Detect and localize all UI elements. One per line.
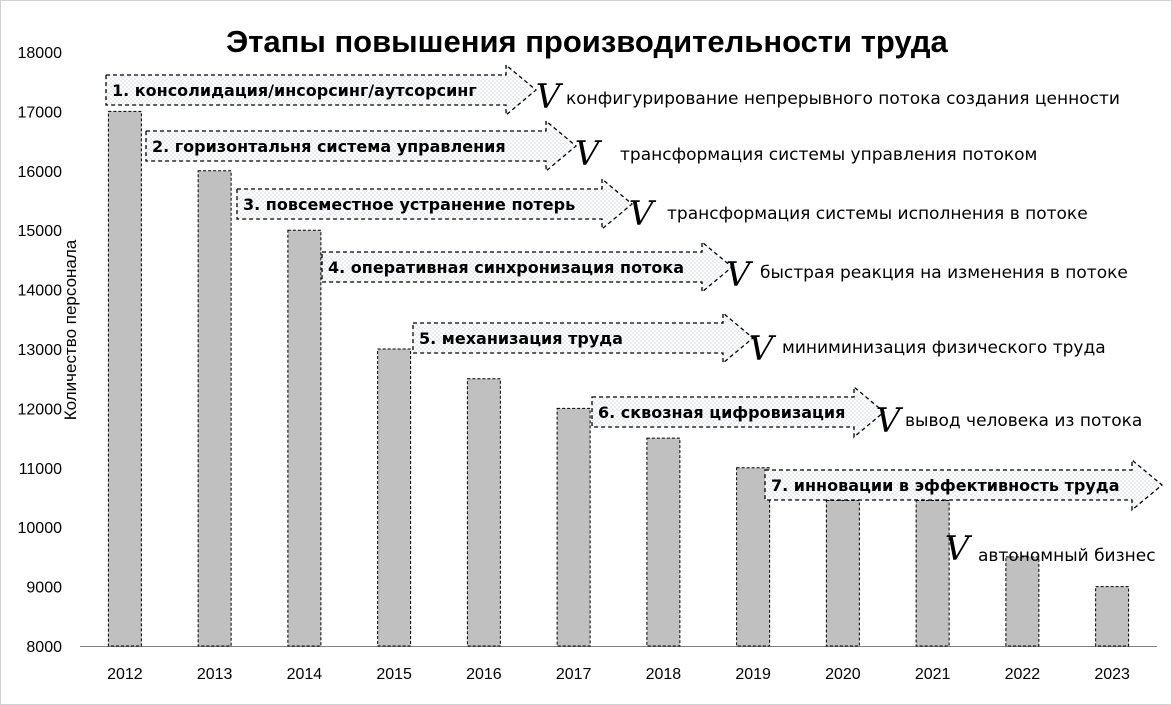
stage-label-1: 1. консолидация/инсорсинг/аутсорсинг xyxy=(112,81,477,100)
bar-2013 xyxy=(198,171,231,646)
stage-label-6: 6. сквозная цифровизация xyxy=(598,403,846,422)
stage-result-1: конфигурирование непрерывного потока создания ценности xyxy=(566,89,1120,109)
bar-2019 xyxy=(737,468,770,646)
x-tick-label: 2014 xyxy=(286,666,323,683)
chart-title: Этапы повышения производительности труда xyxy=(226,24,948,59)
check-mark-5: V xyxy=(748,329,774,369)
stage-label-2: 2. горизонтальня система управления xyxy=(152,137,506,156)
bar-2022 xyxy=(1006,557,1039,646)
x-tick-label: 2015 xyxy=(376,666,412,683)
stage-result-7: автономный бизнес xyxy=(978,546,1156,566)
x-tick-label: 2023 xyxy=(1094,666,1130,683)
check-mark-1: V xyxy=(535,77,561,117)
bar-2015 xyxy=(378,349,411,646)
y-tick-label: 17000 xyxy=(17,104,62,122)
y-tick-label: 15000 xyxy=(17,223,62,241)
x-tick-label: 2020 xyxy=(825,666,861,683)
check-mark-6: V xyxy=(875,401,901,441)
x-tick-label: 2022 xyxy=(1004,666,1041,683)
stage-label-7: 7. инновации в эффективность труда xyxy=(771,476,1120,495)
bar-2016 xyxy=(467,379,500,646)
x-tick-label: 2018 xyxy=(645,666,682,683)
x-tick-label: 2016 xyxy=(466,666,502,683)
stage-result-2: трансформация системы управления потоком xyxy=(620,145,1038,165)
stage-result-3: трансформация системы исполнения в потоке xyxy=(667,204,1088,224)
stage-label-3: 3. повсеместное устранение потерь xyxy=(243,195,576,214)
bar-2017 xyxy=(557,408,590,646)
stage-label-4: 4. оперативная синхронизация потока xyxy=(328,258,684,277)
check-mark-3: V xyxy=(628,194,654,234)
y-tick-label: 10000 xyxy=(17,520,62,538)
check-mark-4: V xyxy=(725,255,751,295)
bar-2020 xyxy=(826,500,859,646)
stage-result-4: быстрая реакция на изменения в потоке xyxy=(760,263,1128,283)
stage-label-5: 5. механизация труда xyxy=(419,329,623,348)
y-tick-label: 11000 xyxy=(18,460,62,478)
bar-2014 xyxy=(288,230,321,646)
x-tick-label: 2021 xyxy=(914,666,951,683)
x-tick-label: 2019 xyxy=(735,666,771,683)
check-mark-2: V xyxy=(574,134,600,174)
bar-2023 xyxy=(1096,587,1129,646)
x-tick-label: 2017 xyxy=(555,666,592,683)
bar-2021 xyxy=(916,500,949,646)
stage-result-6: вывод человека из потока xyxy=(905,411,1143,431)
y-tick-label: 14000 xyxy=(17,282,62,300)
y-tick-label: 12000 xyxy=(17,401,62,419)
y-tick-label: 13000 xyxy=(17,342,62,359)
x-tick-label: 2013 xyxy=(196,666,233,683)
y-axis-label: Количество персонала xyxy=(61,239,80,421)
x-tick-label: 2012 xyxy=(107,666,143,683)
bar-2018 xyxy=(647,438,680,646)
y-tick-label: 18000 xyxy=(17,45,62,62)
y-tick-label: 8000 xyxy=(26,639,62,656)
check-mark-7: V xyxy=(944,529,970,569)
y-tick-label: 16000 xyxy=(17,163,62,181)
y-tick-label: 9000 xyxy=(26,579,62,597)
stage-result-5: миниминизация физического труда xyxy=(782,338,1106,358)
bar-2012 xyxy=(108,111,141,646)
